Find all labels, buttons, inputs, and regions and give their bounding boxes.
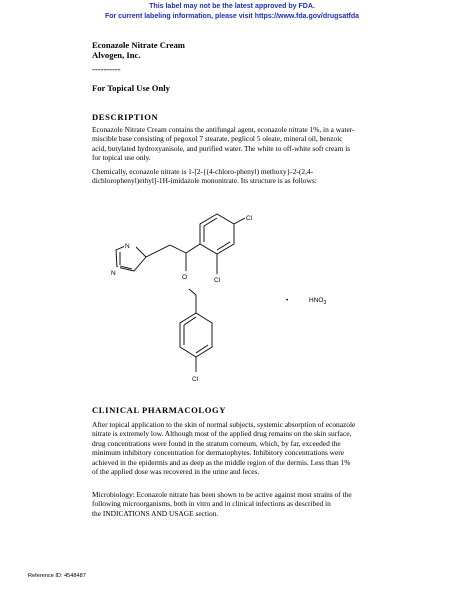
description-paragraph-1 xyxy=(92,125,418,163)
imidazole-n-top: N xyxy=(125,243,130,250)
divider: ---------- xyxy=(92,64,121,74)
product-name: Econazole Nitrate Cream xyxy=(92,40,185,50)
lower-phenyl-ring xyxy=(180,313,212,357)
bond-to-cl-top xyxy=(234,218,245,224)
salt-dot: • xyxy=(286,297,289,304)
microbiology-paragraph xyxy=(92,490,418,518)
oxygen-label: O xyxy=(182,274,188,281)
text-line: acid, butylated hydroxyanisole, and purified water. The white to off-white soft cream is xyxy=(92,143,351,153)
text-line: Chemically, econazole nitrate is 1-[2-{(4-chloro-phenyl) methoxy}-2-(2,4- xyxy=(92,167,314,176)
upper-phenyl-ring xyxy=(200,214,234,254)
text-line: the INDICATIONS AND USAGE section. xyxy=(92,508,219,518)
text-line: drug concentrations were found in the stratum corneum, which, by far, exceeded the xyxy=(92,438,341,448)
text-line: After topical application to the skin of normal subjects, systemic absorption of econazole xyxy=(92,420,356,429)
text-line: following microorganisms, both in vitro and in clinical infections as described in xyxy=(92,499,331,509)
banner-line-1: This label may not be the latest approved by FDA. xyxy=(149,3,315,10)
pharmacology-paragraph-1 xyxy=(92,420,418,476)
fda-banner xyxy=(0,2,464,22)
description-heading: DESCRIPTION xyxy=(92,112,159,122)
bond-ring-to-ch xyxy=(186,244,200,253)
text-line: achieved in the epidermis and as deep as the middle region of the dermis. Less than 1% xyxy=(92,457,351,467)
company-name: Alvogen, Inc. xyxy=(92,50,141,60)
nitric-acid-base: HNO xyxy=(309,297,324,304)
description-paragraph-2 xyxy=(92,167,418,186)
text-line: Microbiology: Econazole nitrate has been shown to be active against most strains of the xyxy=(92,490,352,499)
imidazole-n-bottom: N xyxy=(111,270,116,277)
cl-bottom-label: Cl xyxy=(192,376,199,383)
topical-use-note: For Topical Use Only xyxy=(92,83,170,93)
structure-bonds xyxy=(116,214,245,372)
reference-id: Reference ID: 4548487 xyxy=(28,573,86,579)
text-line: for topical use only. xyxy=(92,153,151,163)
text-line: minimum inhibitory concentration for dermatophytes. Inhibitory concentrations were xyxy=(92,448,345,458)
cl-top-label: Cl xyxy=(246,215,253,222)
text-line: miscible base consisting of pegoxol 7 stearate, peglicol 5 oleate, mineral oil, benzoic xyxy=(92,134,343,144)
clinical-pharmacology-heading: CLINICAL PHARMACOLOGY xyxy=(92,405,227,415)
nitric-acid-subscript: 3 xyxy=(323,300,327,306)
banner-line-2: For current labeling information, please visit https://www.fda.gov/drugsatfda xyxy=(104,13,360,20)
text-line: Econazole Nitrate Cream contains the antifungal agent, econazole nitrate 1%, in a water- xyxy=(92,125,355,134)
text-line: dichlorophenyl)ethyl]-1H-imidazole mononitrate. Its structure is as follows: xyxy=(92,176,317,186)
econazole-structure-diagram xyxy=(0,195,464,415)
text-line: of the applied dose was recovered in the urine and feces. xyxy=(92,467,260,477)
text-line: nitrate is extremely low. Although most of the applied drug remains on the skin surface, xyxy=(92,429,352,439)
nitric-acid-label xyxy=(309,297,326,306)
cl-mid-label: Cl xyxy=(214,277,221,284)
